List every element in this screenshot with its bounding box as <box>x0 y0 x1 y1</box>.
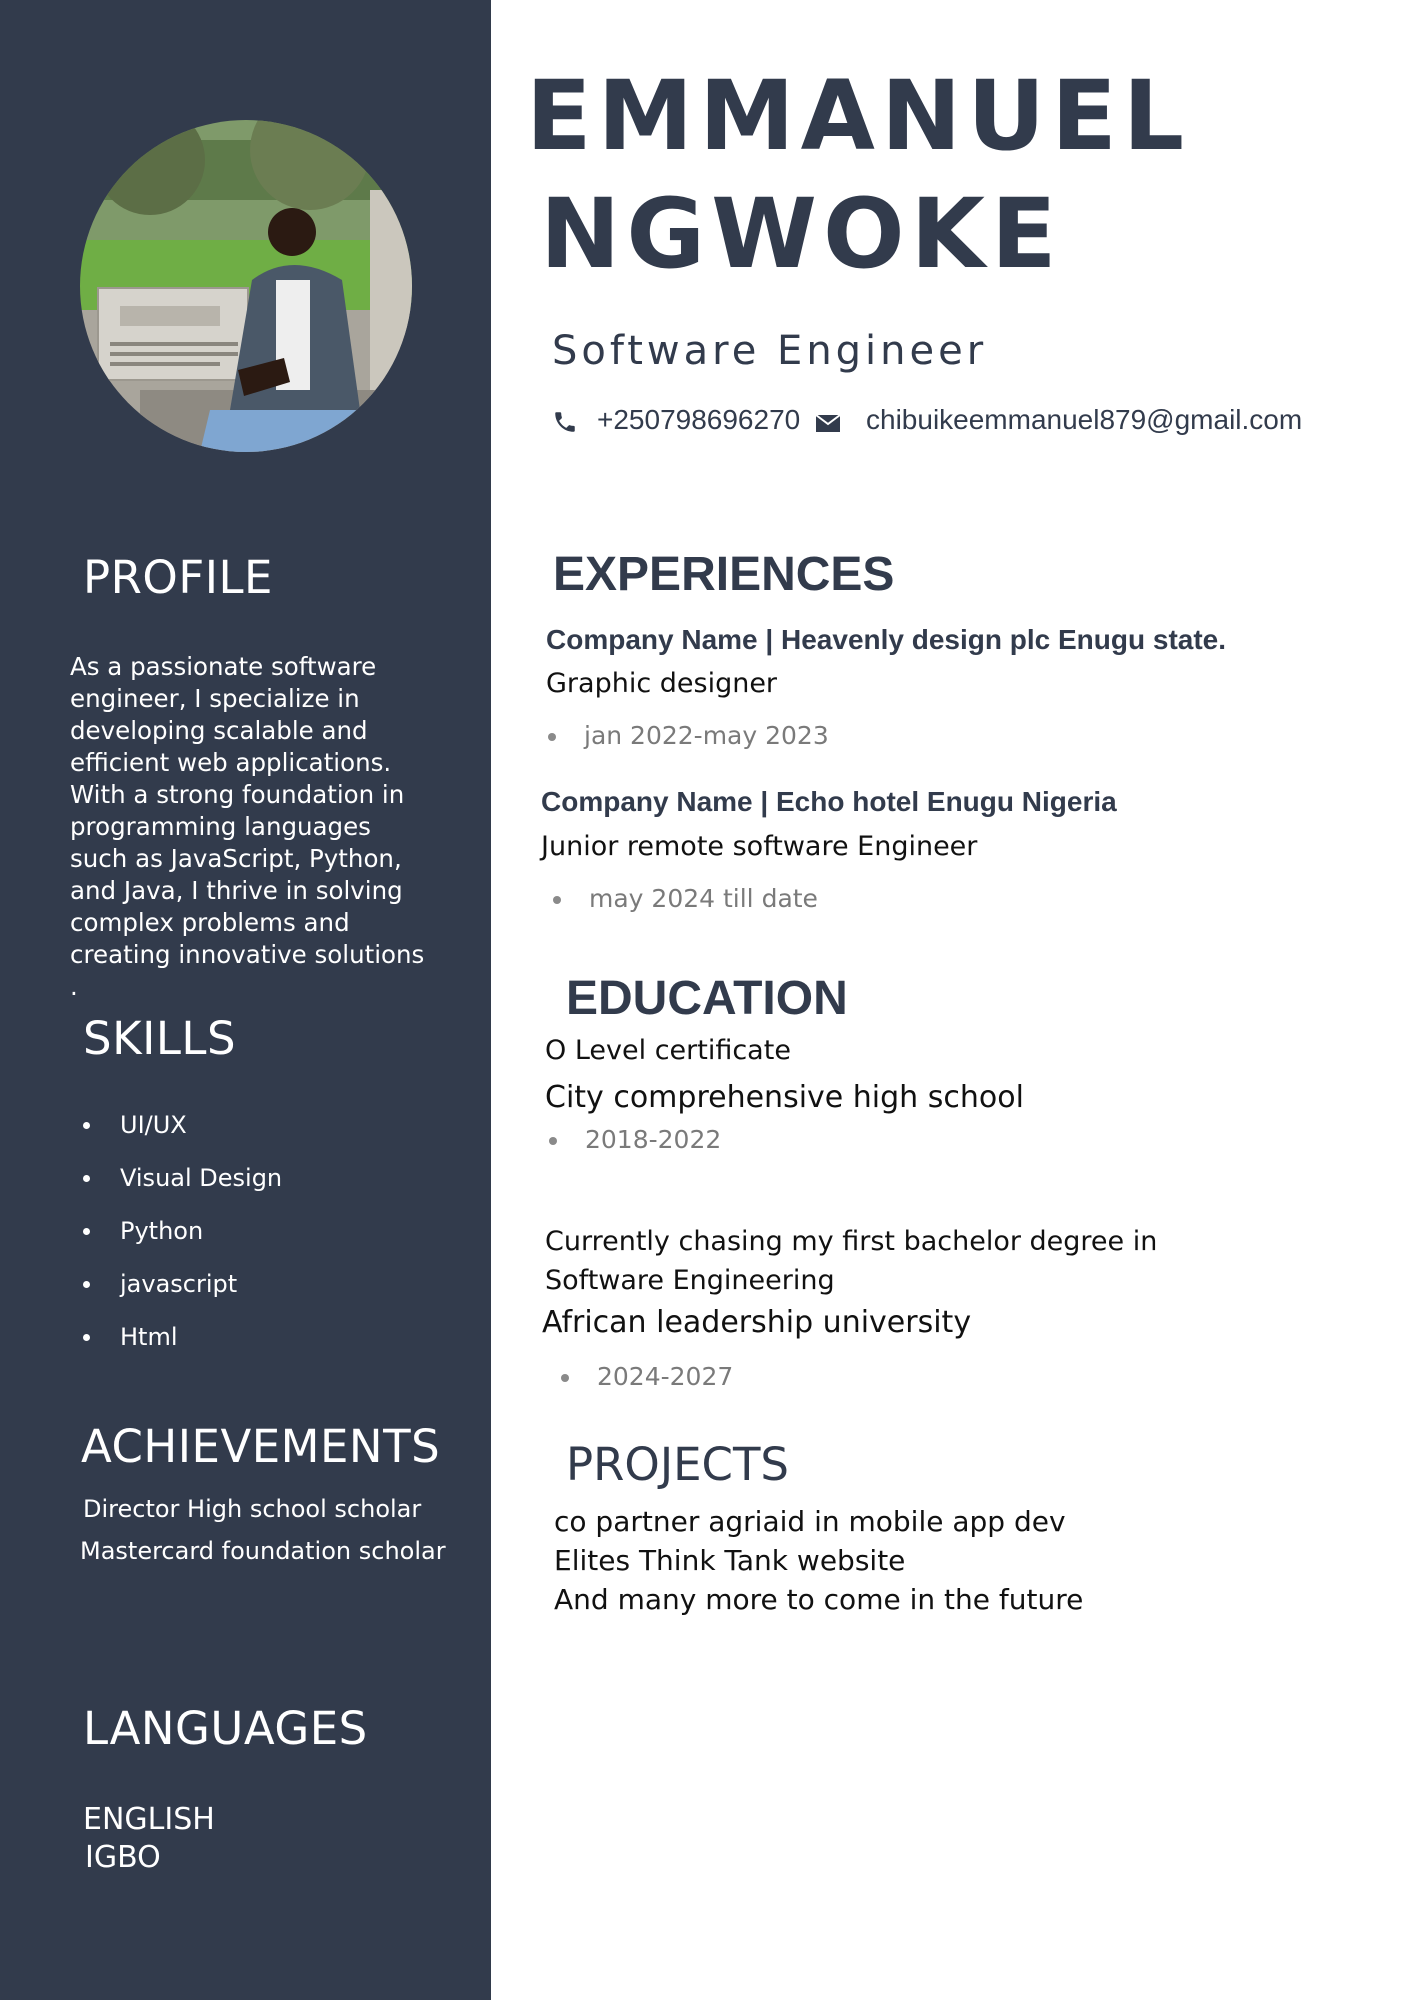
job-title: Software Engineer <box>552 328 988 374</box>
language-item: IGBO <box>85 1840 161 1875</box>
profile-text: As a passionate software engineer, I specialize in developing scalable and efficient web applications. With a strong foundation in programming languages such as JavaScript, Python, and Java, I thrive in solving complex problems and creating innovative solutions . <box>70 651 425 1001</box>
company-name: Company Name | Heavenly design plc Enugu state. <box>546 624 1227 655</box>
education-date: 2024-2027 <box>557 1362 733 1391</box>
skill-item: Python <box>83 1216 282 1269</box>
profile-heading: PROFILE <box>83 551 273 604</box>
projects-heading: PROJECTS <box>566 1438 790 1491</box>
job-role: Junior remote software Engineer <box>541 831 978 862</box>
education-date: 2018-2022 <box>545 1125 721 1154</box>
skill-item: UI/UX <box>83 1110 282 1163</box>
education-heading: EDUCATION <box>566 972 848 1025</box>
job-date: may 2024 till date <box>549 884 818 913</box>
skill-item: Html <box>83 1322 282 1375</box>
achievement-item: Mastercard foundation scholar <box>80 1537 446 1565</box>
degree-title-line2: Software Engineering <box>545 1265 835 1296</box>
project-item: Elites Think Tank website <box>554 1544 906 1577</box>
languages-heading: LANGUAGES <box>83 1702 368 1755</box>
company-name: Company Name | Echo hotel Enugu Nigeria <box>541 786 1117 817</box>
project-item: And many more to come in the future <box>554 1583 1084 1616</box>
phone-number[interactable]: +250798696270 <box>597 404 801 435</box>
degree-title: O Level certificate <box>545 1035 791 1066</box>
profile-photo <box>80 120 412 452</box>
achievements-heading: ACHIEVEMENTS <box>81 1420 441 1473</box>
project-item: co partner agriaid in mobile app dev <box>554 1505 1066 1538</box>
skill-item: Visual Design <box>83 1163 282 1216</box>
skill-item: javascript <box>83 1269 282 1322</box>
language-item: ENGLISH <box>83 1802 215 1837</box>
achievement-item: Director High school scholar <box>83 1495 422 1523</box>
degree-title: Currently chasing my first bachelor degree in <box>545 1226 1158 1257</box>
email-address[interactable]: chibuikeemmanuel879@gmail.com <box>866 404 1303 435</box>
phone-icon <box>552 409 578 435</box>
job-role: Graphic designer <box>546 668 778 699</box>
experiences-heading: EXPERIENCES <box>553 548 895 601</box>
email-icon <box>815 413 841 433</box>
job-date: jan 2022-may 2023 <box>544 721 829 750</box>
first-name: EMMANUEL <box>526 60 1190 172</box>
school-name: African leadership university <box>542 1305 972 1340</box>
skills-list <box>83 1110 282 1375</box>
skills-heading: SKILLS <box>83 1012 237 1065</box>
sidebar <box>0 0 491 2000</box>
school-name: City comprehensive high school <box>545 1080 1024 1115</box>
last-name: NGWOKE <box>540 178 1063 290</box>
